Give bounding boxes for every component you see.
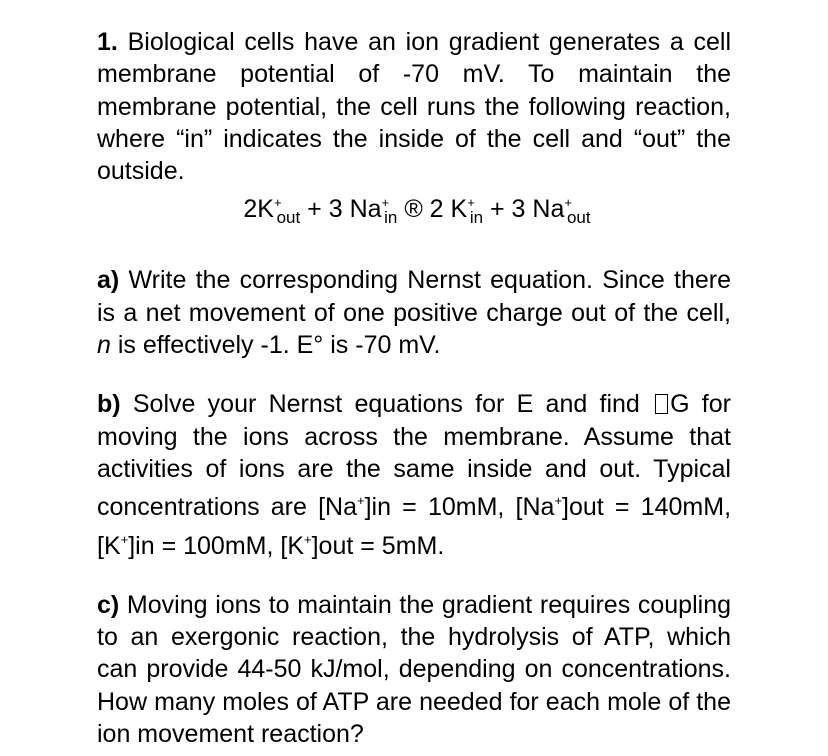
eq-term-2-location: in <box>384 208 398 228</box>
eq-term-4: + 3 Na <box>483 195 565 224</box>
part-a-text <box>97 264 731 361</box>
part-b-body-2: G for moving the ions across the membrane. Assume that activities of ions are the same inside and out. Typical concentrations are [Na <box>97 390 731 522</box>
part-b-body-6: ]out = 5mM. <box>311 531 445 560</box>
part-b-body-3: ]in = 10mM, [Na <box>364 493 555 522</box>
question-1-body: Biological cells have an ion gradient generates a cell membrane potential of -70 mV. To maintain the membrane potential, the cell runs the following reaction, where “in” indicates the inside of the cell and “out” the outside. <box>97 28 732 186</box>
part-b-text <box>97 388 731 561</box>
part-a-variable-n: n <box>97 331 111 360</box>
eq-term-2-charge: + <box>381 195 390 211</box>
part-b-body-1: Solve your Nernst equations for E and find <box>132 390 653 419</box>
part-c-label: c) <box>97 590 120 619</box>
eq-arrow-and-term-3: ® 2 K <box>397 195 468 224</box>
eq-term-1-charge: + <box>274 195 282 211</box>
eq-term-4-charge: + <box>564 195 572 211</box>
ion-reaction-equation <box>97 187 731 234</box>
part-a-body-1: Write the corresponding Nernst equation. Since there is a net movement of one positive charge out of the cell, <box>97 266 731 327</box>
eq-term-2: + 3 Na <box>300 195 382 224</box>
part-b-label: b) <box>97 390 121 419</box>
na-in-charge: + <box>357 493 365 509</box>
eq-term-3-location: in <box>469 208 484 228</box>
part-c-body: Moving ions to maintain the gradient requires coupling to an exergonic reaction, the hydrolysis of ATP, which can provide 44-50 kJ/mol, depending on concentrations. How many moles of ATP are needed for each mole of the ion movement reaction? <box>97 590 731 749</box>
part-a-body-2: is effectively -1. E° is -70 mV. <box>110 331 441 360</box>
eq-term-4-location: out <box>566 208 591 228</box>
k-out-charge: + <box>304 531 312 547</box>
problem-page <box>97 26 731 750</box>
na-out-charge: + <box>554 493 563 509</box>
part-b-body-5: ]in = 100mM, [K <box>128 531 304 560</box>
question-1-text <box>97 26 731 187</box>
part-b-body-4: ]out = 140mM, [K <box>97 493 732 560</box>
eq-term-1-location: out <box>276 208 301 228</box>
eq-term-1: 2K <box>243 195 274 224</box>
part-c-text <box>97 589 731 750</box>
missing-glyph-icon <box>655 394 668 414</box>
k-in-charge: + <box>120 531 129 547</box>
eq-term-3-charge: + <box>467 195 475 211</box>
part-a-label: a) <box>97 266 120 295</box>
question-number: 1. <box>97 28 118 56</box>
